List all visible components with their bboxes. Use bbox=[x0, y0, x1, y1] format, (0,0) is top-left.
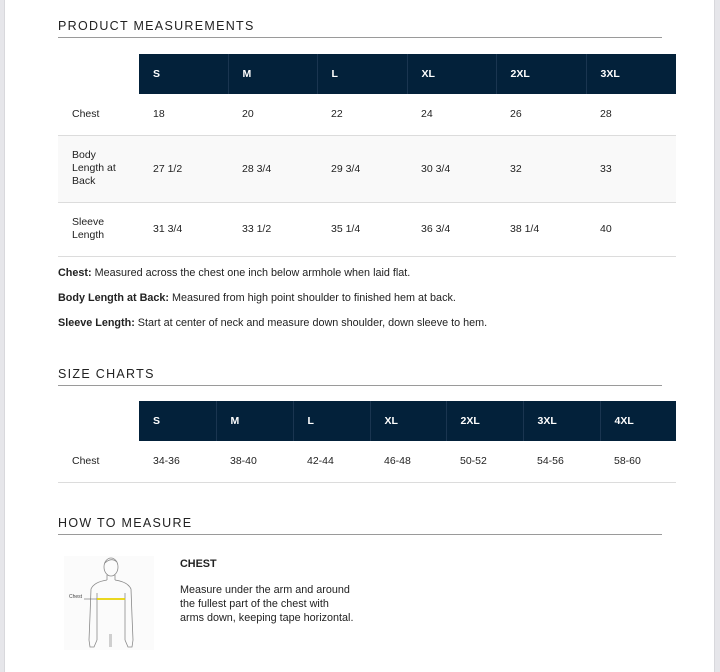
table-header-row bbox=[58, 54, 676, 94]
table-cell: 33 bbox=[586, 135, 676, 202]
table-row-sleeve-length bbox=[58, 202, 676, 256]
table-cell: 50-52 bbox=[446, 441, 523, 482]
size-header: 2XL bbox=[496, 54, 586, 94]
table-cell: 27 1/2 bbox=[139, 135, 228, 202]
table-cell: 46-48 bbox=[370, 441, 446, 482]
table-cell: 36 3/4 bbox=[407, 202, 496, 256]
size-header: 3XL bbox=[586, 54, 676, 94]
table-cell: 18 bbox=[139, 94, 228, 135]
size-header: S bbox=[139, 401, 216, 441]
row-label: Body Length at Back bbox=[58, 135, 139, 202]
section-title-size-charts: SIZE CHARTS bbox=[58, 367, 662, 386]
body-outline-icon bbox=[64, 556, 154, 650]
note-body-length bbox=[58, 292, 487, 305]
table-cell: 42-44 bbox=[293, 441, 370, 482]
window-frame-left bbox=[0, 0, 5, 672]
header-blank-cell bbox=[58, 54, 139, 94]
measure-description: Measure under the arm and around the fullest part of the chest with arms down, keeping tape horizontal. bbox=[180, 584, 354, 624]
table-cell: 30 3/4 bbox=[407, 135, 496, 202]
note-chest bbox=[58, 267, 487, 280]
note-term: Body Length at Back: bbox=[58, 292, 169, 304]
table-row-chest bbox=[58, 441, 676, 482]
note-text: Start at center of neck and measure down shoulder, down sleeve to hem. bbox=[134, 317, 488, 329]
table-cell: 33 1/2 bbox=[228, 202, 317, 256]
row-label: Chest bbox=[58, 94, 139, 135]
table-cell: 20 bbox=[228, 94, 317, 135]
table-cell: 40 bbox=[586, 202, 676, 256]
section-title-how-to-measure: HOW TO MEASURE bbox=[58, 516, 662, 535]
table-cell: 34-36 bbox=[139, 441, 216, 482]
table-cell: 38 1/4 bbox=[496, 202, 586, 256]
product-measurements-table bbox=[58, 54, 676, 257]
size-header: 3XL bbox=[523, 401, 600, 441]
table-cell: 26 bbox=[496, 94, 586, 135]
table-row-chest bbox=[58, 94, 676, 135]
note-term: Sleeve Length: bbox=[58, 317, 135, 329]
size-header: S bbox=[139, 54, 228, 94]
table-header-row bbox=[58, 401, 676, 441]
table-cell: 38-40 bbox=[216, 441, 293, 482]
size-header: XL bbox=[407, 54, 496, 94]
table-cell: 24 bbox=[407, 94, 496, 135]
table-cell: 31 3/4 bbox=[139, 202, 228, 256]
size-header: M bbox=[228, 54, 317, 94]
table-cell: 28 3/4 bbox=[228, 135, 317, 202]
table-cell: 58-60 bbox=[600, 441, 676, 482]
size-header: L bbox=[293, 401, 370, 441]
note-sleeve-length bbox=[58, 317, 487, 330]
size-header: 4XL bbox=[600, 401, 676, 441]
row-label: Chest bbox=[58, 441, 139, 482]
table-cell: 28 bbox=[586, 94, 676, 135]
table-cell: 54-56 bbox=[523, 441, 600, 482]
header-blank-cell bbox=[58, 401, 139, 441]
row-label: Sleeve Length bbox=[58, 202, 139, 256]
table-cell: 32 bbox=[496, 135, 586, 202]
measure-heading: CHEST bbox=[180, 558, 217, 570]
note-term: Chest: bbox=[58, 267, 92, 279]
table-cell: 29 3/4 bbox=[317, 135, 407, 202]
size-header: XL bbox=[370, 401, 446, 441]
table-cell: 22 bbox=[317, 94, 407, 135]
figure-label: Chest bbox=[69, 594, 83, 600]
size-header: M bbox=[216, 401, 293, 441]
size-header: L bbox=[317, 54, 407, 94]
size-chart-table bbox=[58, 401, 676, 483]
window-frame-right bbox=[714, 0, 720, 672]
note-text: Measured from high point shoulder to finished hem at back. bbox=[168, 292, 456, 304]
measurement-notes bbox=[58, 267, 487, 342]
table-row-body-length bbox=[58, 135, 676, 202]
note-text: Measured across the chest one inch below armhole when laid flat. bbox=[91, 267, 411, 279]
size-header: 2XL bbox=[446, 401, 523, 441]
table-cell: 35 1/4 bbox=[317, 202, 407, 256]
section-title-product-measurements: PRODUCT MEASUREMENTS bbox=[58, 19, 662, 38]
chest-measurement-figure bbox=[64, 556, 154, 650]
